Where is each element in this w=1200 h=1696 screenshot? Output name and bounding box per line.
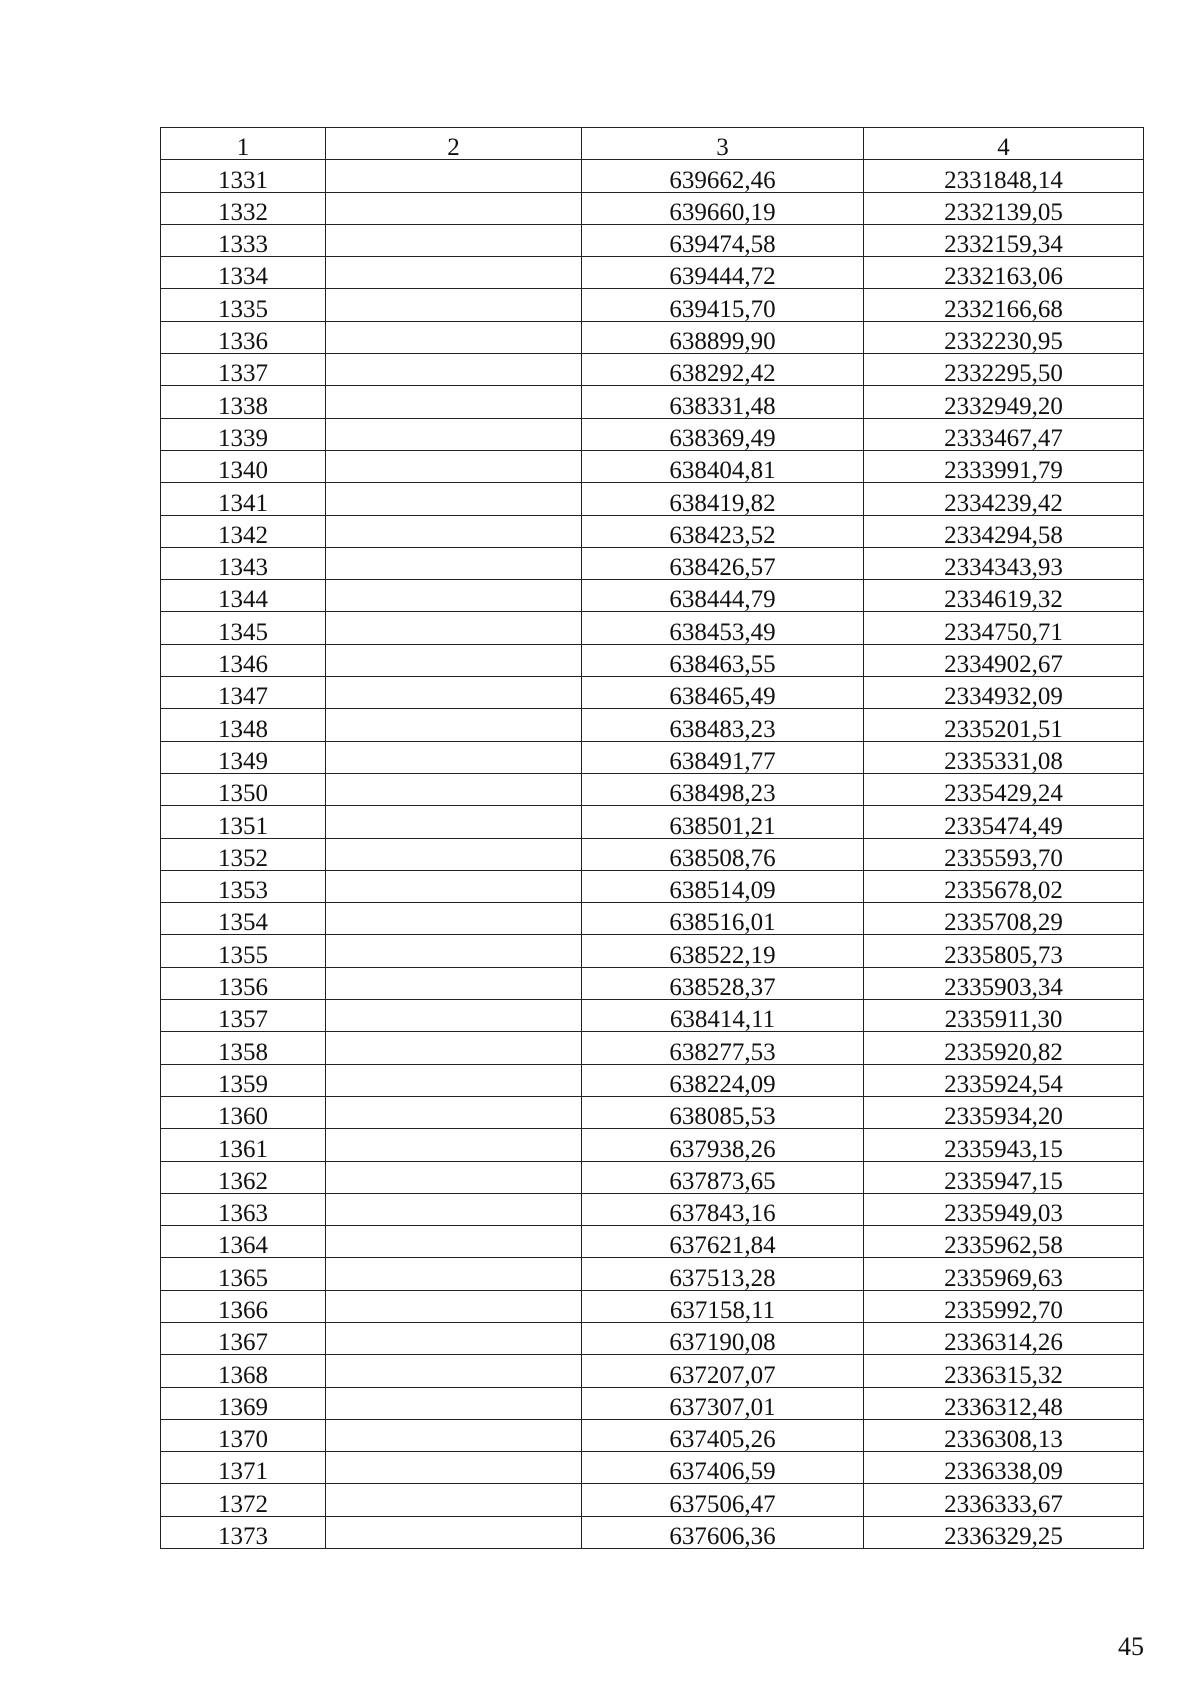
x-coordinate-cell: 638463,55 [582,644,864,676]
empty-cell [326,515,582,547]
point-number-cell: 1367 [161,1322,326,1354]
table-row [161,547,1144,579]
y-coordinate-cell: 2334239,42 [864,483,1144,515]
y-coordinate-cell: 2335934,20 [864,1096,1144,1128]
point-number-cell: 1336 [161,321,326,353]
header-cell-col2: 2 [326,128,582,160]
point-number-cell: 1369 [161,1387,326,1419]
x-coordinate-cell: 637207,07 [582,1355,864,1387]
x-coordinate-cell: 638426,57 [582,547,864,579]
table-body [161,128,1144,1549]
y-coordinate-cell: 2335429,24 [864,773,1144,805]
table-row [161,1355,1144,1387]
empty-cell [326,1161,582,1193]
x-coordinate-cell: 637406,59 [582,1452,864,1484]
table-row [161,257,1144,289]
point-number-cell: 1372 [161,1484,326,1516]
header-cell-col3: 3 [582,128,864,160]
x-coordinate-cell: 638444,79 [582,580,864,612]
table-row [161,1096,1144,1128]
x-coordinate-cell: 638423,52 [582,515,864,547]
empty-cell [326,224,582,256]
y-coordinate-cell: 2334902,67 [864,644,1144,676]
empty-cell [326,1290,582,1322]
y-coordinate-cell: 2336333,67 [864,1484,1144,1516]
empty-cell [326,1032,582,1064]
table-row [161,838,1144,870]
y-coordinate-cell: 2335943,15 [864,1129,1144,1161]
table-row [161,1322,1144,1354]
empty-cell [326,192,582,224]
y-coordinate-cell: 2335805,73 [864,935,1144,967]
table-row [161,1484,1144,1516]
y-coordinate-cell: 2335992,70 [864,1290,1144,1322]
table-row [161,1258,1144,1290]
x-coordinate-cell: 638419,82 [582,483,864,515]
empty-cell [326,1516,582,1548]
point-number-cell: 1356 [161,967,326,999]
y-coordinate-cell: 2336315,32 [864,1355,1144,1387]
x-coordinate-cell: 639660,19 [582,192,864,224]
empty-cell [326,1258,582,1290]
point-number-cell: 1366 [161,1290,326,1322]
table-row [161,1064,1144,1096]
point-number-cell: 1354 [161,903,326,935]
table-row [161,806,1144,838]
y-coordinate-cell: 2335331,08 [864,741,1144,773]
table-row [161,612,1144,644]
table-row [161,1419,1144,1451]
point-number-cell: 1333 [161,224,326,256]
point-number-cell: 1370 [161,1419,326,1451]
x-coordinate-cell: 637513,28 [582,1258,864,1290]
table-row [161,1129,1144,1161]
x-coordinate-cell: 637158,11 [582,1290,864,1322]
point-number-cell: 1353 [161,870,326,902]
point-number-cell: 1373 [161,1516,326,1548]
x-coordinate-cell: 638404,81 [582,450,864,482]
table-row [161,1193,1144,1225]
x-coordinate-cell: 637621,84 [582,1226,864,1258]
empty-cell [326,386,582,418]
y-coordinate-cell: 2336312,48 [864,1387,1144,1419]
empty-cell [326,1322,582,1354]
table-row [161,386,1144,418]
point-number-cell: 1332 [161,192,326,224]
y-coordinate-cell: 2334750,71 [864,612,1144,644]
point-number-cell: 1358 [161,1032,326,1064]
table-row [161,1161,1144,1193]
empty-cell [326,612,582,644]
table-row [161,870,1144,902]
x-coordinate-cell: 638414,11 [582,1000,864,1032]
table-row [161,418,1144,450]
empty-cell [326,806,582,838]
table-row [161,967,1144,999]
point-number-cell: 1337 [161,354,326,386]
table-row [161,450,1144,482]
y-coordinate-cell: 2332295,50 [864,354,1144,386]
y-coordinate-cell: 2331848,14 [864,160,1144,192]
table-row [161,1290,1144,1322]
empty-cell [326,450,582,482]
empty-cell [326,967,582,999]
empty-cell [326,644,582,676]
empty-cell [326,935,582,967]
point-number-cell: 1371 [161,1452,326,1484]
empty-cell [326,354,582,386]
empty-cell [326,838,582,870]
y-coordinate-cell: 2335593,70 [864,838,1144,870]
empty-cell [326,709,582,741]
y-coordinate-cell: 2332159,34 [864,224,1144,256]
y-coordinate-cell: 2336338,09 [864,1452,1144,1484]
x-coordinate-cell: 638514,09 [582,870,864,902]
x-coordinate-cell: 638292,42 [582,354,864,386]
point-number-cell: 1339 [161,418,326,450]
x-coordinate-cell: 638085,53 [582,1096,864,1128]
x-coordinate-cell: 638483,23 [582,709,864,741]
x-coordinate-cell: 637873,65 [582,1161,864,1193]
x-coordinate-cell: 638453,49 [582,612,864,644]
empty-cell [326,321,582,353]
empty-cell [326,903,582,935]
table-row [161,1000,1144,1032]
table-row [161,644,1144,676]
y-coordinate-cell: 2332163,06 [864,257,1144,289]
empty-cell [326,1355,582,1387]
empty-cell [326,741,582,773]
point-number-cell: 1362 [161,1161,326,1193]
table-row [161,192,1144,224]
table-row [161,741,1144,773]
x-coordinate-cell: 639444,72 [582,257,864,289]
table-row [161,1452,1144,1484]
empty-cell [326,1129,582,1161]
y-coordinate-cell: 2335474,49 [864,806,1144,838]
empty-cell [326,1484,582,1516]
y-coordinate-cell: 2332230,95 [864,321,1144,353]
x-coordinate-cell: 637938,26 [582,1129,864,1161]
point-number-cell: 1364 [161,1226,326,1258]
empty-cell [326,418,582,450]
empty-cell [326,1096,582,1128]
table-row [161,709,1144,741]
empty-cell [326,773,582,805]
y-coordinate-cell: 2334294,58 [864,515,1144,547]
x-coordinate-cell: 638224,09 [582,1064,864,1096]
x-coordinate-cell: 638277,53 [582,1032,864,1064]
x-coordinate-cell: 638501,21 [582,806,864,838]
point-number-cell: 1335 [161,289,326,321]
point-number-cell: 1340 [161,450,326,482]
table-row [161,289,1144,321]
y-coordinate-cell: 2334343,93 [864,547,1144,579]
x-coordinate-cell: 639474,58 [582,224,864,256]
y-coordinate-cell: 2334619,32 [864,580,1144,612]
x-coordinate-cell: 638369,49 [582,418,864,450]
header-cell-col4: 4 [864,128,1144,160]
empty-cell [326,580,582,612]
table-row [161,515,1144,547]
point-number-cell: 1355 [161,935,326,967]
y-coordinate-cell: 2332166,68 [864,289,1144,321]
table-row [161,1387,1144,1419]
header-cell-col1: 1 [161,128,326,160]
y-coordinate-cell: 2332949,20 [864,386,1144,418]
table-row [161,935,1144,967]
y-coordinate-cell: 2335903,34 [864,967,1144,999]
empty-cell [326,547,582,579]
y-coordinate-cell: 2333467,47 [864,418,1144,450]
x-coordinate-cell: 638331,48 [582,386,864,418]
y-coordinate-cell: 2335911,30 [864,1000,1144,1032]
x-coordinate-cell: 638498,23 [582,773,864,805]
y-coordinate-cell: 2335924,54 [864,1064,1144,1096]
empty-cell [326,257,582,289]
point-number-cell: 1348 [161,709,326,741]
empty-cell [326,677,582,709]
x-coordinate-cell: 638465,49 [582,677,864,709]
table-row [161,903,1144,935]
empty-cell [326,1000,582,1032]
table-row [161,160,1144,192]
x-coordinate-cell: 638508,76 [582,838,864,870]
y-coordinate-cell: 2335962,58 [864,1226,1144,1258]
point-number-cell: 1350 [161,773,326,805]
y-coordinate-cell: 2335201,51 [864,709,1144,741]
empty-cell [326,1419,582,1451]
point-number-cell: 1334 [161,257,326,289]
table-row [161,1226,1144,1258]
x-coordinate-cell: 637606,36 [582,1516,864,1548]
y-coordinate-cell: 2332139,05 [864,192,1144,224]
table-row [161,224,1144,256]
y-coordinate-cell: 2335947,15 [864,1161,1144,1193]
empty-cell [326,1193,582,1225]
table-row [161,1516,1144,1548]
y-coordinate-cell: 2335678,02 [864,870,1144,902]
y-coordinate-cell: 2335949,03 [864,1193,1144,1225]
table-row [161,321,1144,353]
empty-cell [326,1452,582,1484]
x-coordinate-cell: 637506,47 [582,1484,864,1516]
x-coordinate-cell: 637843,16 [582,1193,864,1225]
page-number: 45 [1118,1632,1144,1661]
x-coordinate-cell: 638522,19 [582,935,864,967]
point-number-cell: 1351 [161,806,326,838]
point-number-cell: 1338 [161,386,326,418]
x-coordinate-cell: 639662,46 [582,160,864,192]
point-number-cell: 1343 [161,547,326,579]
empty-cell [326,160,582,192]
point-number-cell: 1357 [161,1000,326,1032]
empty-cell [326,1226,582,1258]
y-coordinate-cell: 2336308,13 [864,1419,1144,1451]
coordinates-table [160,127,1144,1549]
empty-cell [326,289,582,321]
empty-cell [326,1387,582,1419]
x-coordinate-cell: 638899,90 [582,321,864,353]
x-coordinate-cell: 637405,26 [582,1419,864,1451]
x-coordinate-cell: 638491,77 [582,741,864,773]
table-row [161,1032,1144,1064]
x-coordinate-cell: 637190,08 [582,1322,864,1354]
point-number-cell: 1352 [161,838,326,870]
empty-cell [326,870,582,902]
point-number-cell: 1363 [161,1193,326,1225]
point-number-cell: 1361 [161,1129,326,1161]
point-number-cell: 1368 [161,1355,326,1387]
y-coordinate-cell: 2335969,63 [864,1258,1144,1290]
point-number-cell: 1331 [161,160,326,192]
x-coordinate-cell: 638516,01 [582,903,864,935]
point-number-cell: 1345 [161,612,326,644]
empty-cell [326,483,582,515]
point-number-cell: 1347 [161,677,326,709]
table-row [161,580,1144,612]
y-coordinate-cell: 2335708,29 [864,903,1144,935]
point-number-cell: 1342 [161,515,326,547]
point-number-cell: 1349 [161,741,326,773]
y-coordinate-cell: 2336314,26 [864,1322,1144,1354]
table-row [161,773,1144,805]
y-coordinate-cell: 2336329,25 [864,1516,1144,1548]
x-coordinate-cell: 638528,37 [582,967,864,999]
y-coordinate-cell: 2334932,09 [864,677,1144,709]
x-coordinate-cell: 639415,70 [582,289,864,321]
empty-cell [326,1064,582,1096]
x-coordinate-cell: 637307,01 [582,1387,864,1419]
table-header-row [161,128,1144,160]
table-row [161,677,1144,709]
table-row [161,483,1144,515]
point-number-cell: 1344 [161,580,326,612]
point-number-cell: 1360 [161,1096,326,1128]
table-row [161,354,1144,386]
point-number-cell: 1365 [161,1258,326,1290]
y-coordinate-cell: 2333991,79 [864,450,1144,482]
point-number-cell: 1346 [161,644,326,676]
point-number-cell: 1359 [161,1064,326,1096]
y-coordinate-cell: 2335920,82 [864,1032,1144,1064]
point-number-cell: 1341 [161,483,326,515]
